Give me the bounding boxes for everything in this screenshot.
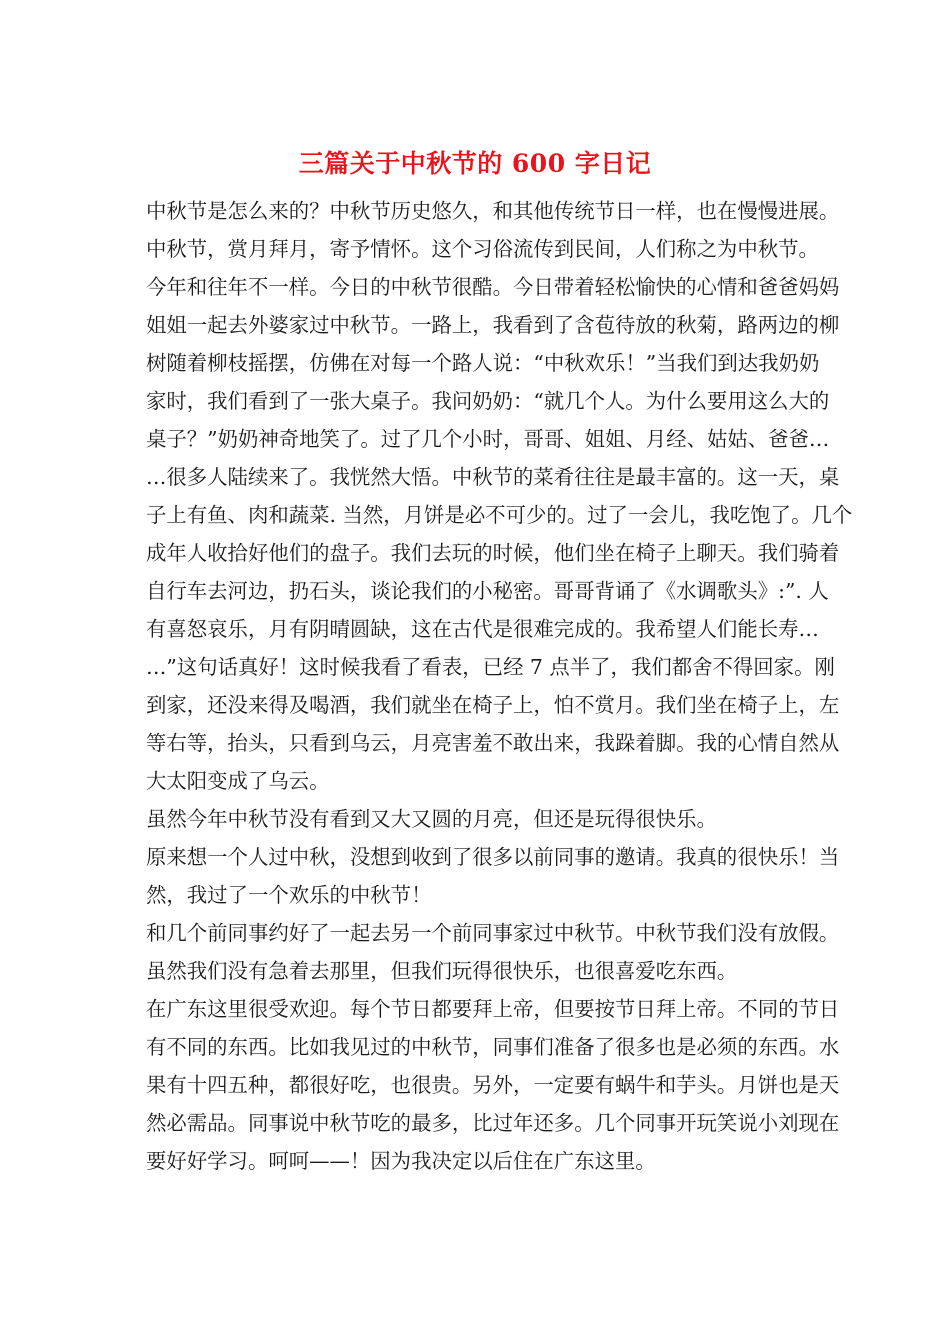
text-line-1: 中秋节是怎么来的？中秋节历史悠久，和其他传统节日一样，也在慢慢进展。 (146, 199, 840, 223)
text-line-15: 等右等，抬头，只看到乌云，月亮害羞不敢出来，我跺着脚。我的心情自然从 (146, 731, 840, 755)
text-line-22: 在广东这里很受欢迎。每个节日都要拜上帝，但要按节日拜上帝。不同的节日 (146, 997, 840, 1021)
text-line-17: 虽然今年中秋节没有看到又大又圆的月亮，但还是玩得很快乐。 (146, 807, 717, 831)
text-line-20: 和几个前同事约好了一起去另一个前同事家过中秋节。中秋节我们没有放假。 (146, 921, 840, 945)
text-line-10: 成年人收拾好他们的盘子。我们去玩的时候，他们坐在椅子上聊天。我们骑着 (146, 541, 840, 565)
text-line-6: 家时，我们看到了一张大桌子。我问奶奶：“就几个人。为什么要用这么大的 (146, 389, 830, 413)
text-line-4: 姐姐一起去外婆家过中秋节。一路上，我看到了含苞待放的秋菊，路两边的柳 (146, 313, 840, 337)
text-line-24: 果有十四五种，都很好吃，也很贵。另外，一定要有蜗牛和芋头。月饼也是天 (146, 1073, 840, 1097)
text-line-19: 然，我过了一个欢乐的中秋节！ (146, 883, 432, 907)
text-line-11: 自行车去河边，扔石头，谈论我们的小秘密。哥哥背诵了《水调歌头》:”. 人 (146, 579, 829, 603)
text-line-25: 然必需品。同事说中秋节吃的最多，比过年还多。几个同事开玩笑说小刘现在 (146, 1111, 840, 1135)
text-line-23: 有不同的东西。比如我见过的中秋节，同事们准备了很多也是必须的东西。水 (146, 1035, 840, 1059)
text-line-2: 中秋节，赏月拜月，寄予情怀。这个习俗流传到民间，人们称之为中秋节。 (146, 237, 819, 261)
text-line-13: …”这句话真好！这时候我看了看表，已经 7 点半了，我们都舍不得回家。刚 (146, 655, 835, 679)
document-title: 三篇关于中秋节的 600 字日记 (298, 149, 652, 178)
text-line-14: 到家，还没来得及喝酒，我们就坐在椅子上，怕不赏月。我们坐在椅子上，左 (146, 693, 840, 717)
text-line-5: 树随着柳枝摇摆，仿佛在对每一个路人说：“中秋欢乐！”当我们到达我奶奶 (146, 351, 820, 375)
text-line-3: 今年和往年不一样。今日的中秋节很酷。今日带着轻松愉快的心情和爸爸妈妈 (146, 275, 840, 299)
text-line-9: 子上有鱼、肉和蔬菜. 当然，月饼是必不可少的。过了一会儿，我吃饱了。几个 (146, 503, 853, 527)
text-line-18: 原来想一个人过中秋，没想到收到了很多以前同事的邀请。我真的很快乐！当 (146, 845, 840, 869)
text-line-16: 大太阳变成了乌云。 (146, 769, 330, 793)
text-line-8: …很多人陆续来了。我恍然大悟。中秋节的菜肴往往是最丰富的。这一天，桌 (146, 465, 840, 489)
text-line-7: 桌子？”奶奶神奇地笑了。过了几个小时，哥哥、姐姐、月经、姑姑、爸爸… (146, 427, 830, 451)
text-line-26: 要好好学习。呵呵——！因为我决定以后住在广东这里。 (146, 1149, 656, 1173)
text-line-12: 有喜怒哀乐，月有阴晴圆缺，这在古代是很难完成的。我希望人们能长寿… (146, 617, 819, 641)
text-line-21: 虽然我们没有急着去那里，但我们玩得很快乐，也很喜爱吃东西。 (146, 959, 738, 983)
document-body (146, 196, 853, 1184)
